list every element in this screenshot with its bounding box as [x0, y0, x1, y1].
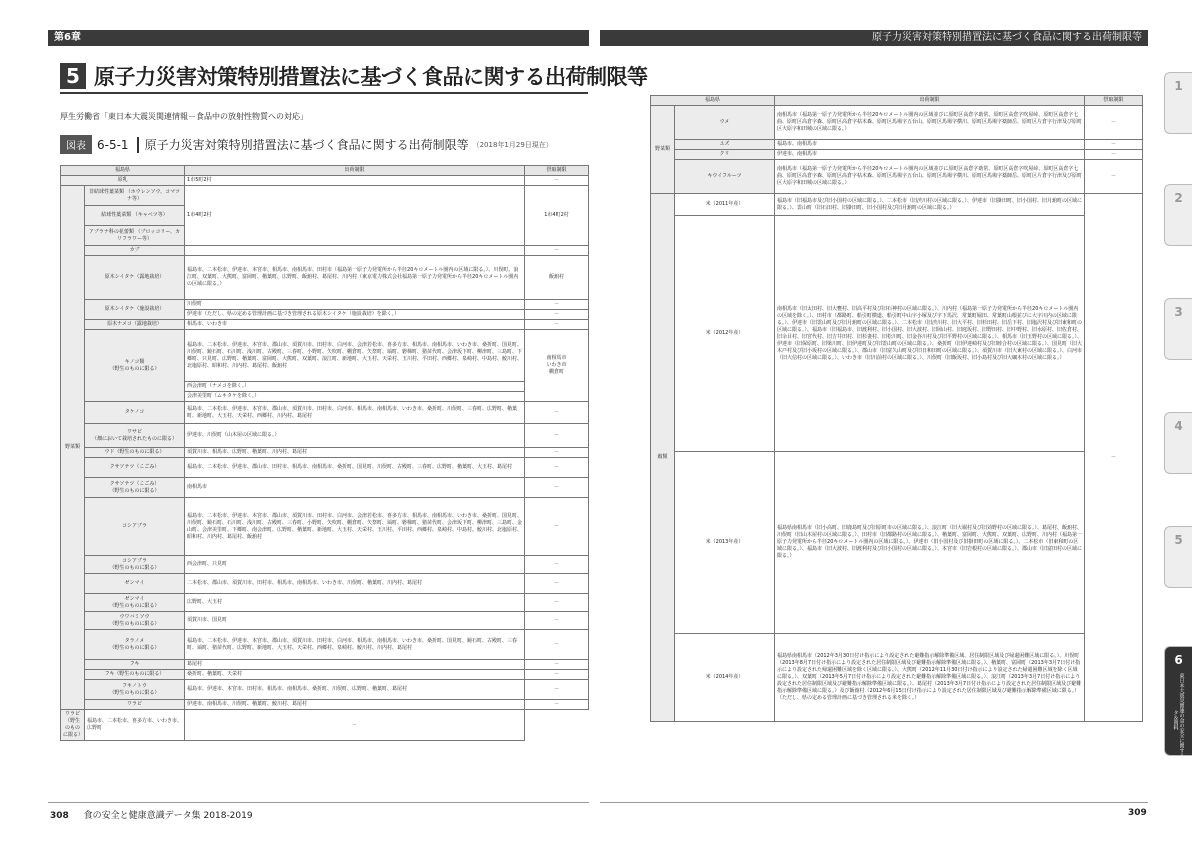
table-row — [61, 574, 589, 594]
row-restriction: 広野町、大玉村 — [185, 594, 525, 612]
row-restriction: 伊達市、南相馬市 — [775, 150, 1085, 160]
row-intake: － — [525, 300, 589, 310]
table-row — [61, 176, 589, 186]
table-row — [61, 556, 589, 574]
row-intake: － — [1085, 194, 1143, 722]
table-row — [61, 320, 589, 330]
restriction-table-right — [650, 95, 1143, 722]
table-row — [61, 402, 589, 424]
row-item: フキノトウ （野生のものに限る） — [85, 680, 185, 700]
row-item: コシアブラ — [85, 498, 185, 556]
row-restriction: 会津美里町（ムキタケを除く。） — [185, 392, 525, 402]
table-row — [61, 498, 589, 556]
figure-heading — [60, 135, 553, 154]
row-intake: － — [525, 680, 589, 700]
row-restriction: 福島市、二本松市、伊達市、本宮市、相馬市、南相馬市、田村市（福島第一原子力発電所から半径20キロメートル圏内の区域に限る。）、川俣町、浪江町、双葉町、大熊町、富岡町、楢葉町、広野町、飯舘村、葛尾村、川内村（東京電力株式会社福島第一原子力発電所から半径20キロメートル圏内の区域に限る。） — [185, 256, 525, 300]
chapter-label: 第6章 — [54, 32, 81, 43]
table-row — [61, 700, 589, 710]
table-row — [61, 478, 589, 498]
table-row — [61, 246, 589, 256]
running-title-bar — [600, 30, 1148, 46]
chapter-tab-6[interactable]: 6 東日本大震災関連の食の安全に関するデータ＆資料 — [1164, 646, 1192, 756]
row-intake: － — [525, 402, 589, 424]
row-restriction: 福島市、二本松市、伊達市、本宮市、郡山市、須賀川市、田村市、白河市、相馬市、南相馬市、いわき市、桑折町、国見町、鏡石町、古殿町、三春町、塙町、猪苗代町、広野町、新地町、大玉村、天栄村、西郷村、泉崎村、鮫川村、川内村、葛尾村 — [185, 630, 525, 660]
table-row — [651, 194, 1143, 216]
row-item: 結球性葉菜類 （キャベツ等） — [85, 206, 185, 226]
row-intake: － — [525, 478, 589, 498]
running-title: 原子力災害対策特別措置法に基づく食品に関する出荷制限等 — [872, 32, 1142, 43]
row-intake: － — [525, 670, 589, 680]
table-row — [651, 160, 1143, 194]
row-item: ゼンマイ — [85, 574, 185, 594]
row-item: クリ — [675, 150, 775, 160]
row-restriction: 桑折町、楢葉町、天栄村 — [185, 670, 525, 680]
table-row — [651, 452, 1143, 634]
row-intake: 飯舘村 — [525, 256, 589, 300]
source-note: 厚生労働省「東日本大震災関連情報－食品中の放射性物質への対応」 — [60, 112, 308, 121]
chapter-tab-1[interactable]: 1 — [1164, 72, 1192, 134]
category-veg: 野菜類 — [651, 106, 675, 194]
row-intake: － — [525, 246, 589, 256]
table-row — [61, 612, 589, 630]
row-intake: － — [185, 710, 525, 741]
row-restriction: 西会津町（ナメコを除く。） — [185, 382, 525, 392]
header-pref: 福島県 — [651, 96, 775, 106]
footer-rule-left — [48, 802, 589, 803]
row-intake: － — [525, 612, 589, 630]
row-restriction: 福島市、二本松市、喜多方市、いわき市、広野町 — [85, 710, 185, 741]
table-row — [61, 630, 589, 660]
row-restriction: 福島県南相馬市（2012年3月30日付け指示により設定された避難指示解除準備区域、居住制限区域及び帰還困難区域に限る。）、川俣町（2013年8月7日付け指示により設定された居住制限区域及び避難指示解除準備区域に限る。）、楢葉町、富岡町（2013年3月7日付け指示により設定された帰還困難区域を除く区域に限る。）、大熊町（2012年11月30日付け指示により設定された帰還困難区域を除く区域に限る。）、双葉町（2013年5月7日付け指示により設定された避難指示解除準備区域に限る。）、浪江町（2013年3月7日付け指示により設定された居住制限区域及び避難指示解除準備区域に限る。）、葛尾村（2013年3月7日付け指示により設定された居住制限区域及び避難指示解除準備区域に限る。）及び飯舘村（2012年6月15日付け指示により設定された居住制限区域及び避難指示解除準備区域に限る。）（ただし、県の定める管理計画に基づき管理される米を除く。） — [775, 634, 1085, 722]
page-number-right: 309 — [1128, 808, 1147, 818]
row-item: 米（2013年産） — [675, 452, 775, 634]
row-intake: － — [1085, 150, 1143, 160]
row-item: 米（2012年産） — [675, 216, 775, 452]
table-row — [61, 458, 589, 478]
table-row — [651, 150, 1143, 160]
row-restriction: 伊達市（ただし、県の定める管理計画に基づき管理される原木シイタケ（施設栽培）を除く。） — [185, 310, 525, 320]
row-intake: － — [525, 176, 589, 186]
row-restriction: 南相馬市 — [185, 478, 525, 498]
row-item: クサソテツ（こごみ） — [85, 458, 185, 478]
section-title: 原子力災害対策特別措置法に基づく食品に関する出荷制限等 — [94, 65, 648, 89]
table-row — [61, 710, 589, 741]
row-intake: － — [525, 424, 589, 448]
row-intake: － — [525, 700, 589, 710]
table-row — [651, 216, 1143, 452]
category-grain: 穀類 — [651, 194, 675, 722]
row-item: フキ（野生のものに限る） — [85, 670, 185, 680]
header-restriction: 出荷制限 — [775, 96, 1085, 106]
row-restriction: 伊達市、南相馬市、川俣町、楢葉町、鮫川村、葛尾村 — [185, 700, 525, 710]
row-item: ワラビ — [85, 700, 185, 710]
row-intake: － — [525, 556, 589, 574]
row-item: ウワバミソウ （野生のものに限る） — [85, 612, 185, 630]
row-restriction: 福島県南相馬市（旧小高町、旧鹿島町及び旧原町市の区域に限る。）、浪江町（旧大堀村及び旧苅野村の区域に限る。）、葛尾村、飯舘村、川俣町（旧山木屋村の区域に限る。）、田村市（旧都路村の区域に限る。）、楢葉町、富岡町、大熊町、双葉町、広野町、川内村（福島第一原子力発電所から半径20キロメートル圏内の区域に限る。）、伊達市（旧小国村及び旧掛田町の区域に限る。）、二本松市（旧東和町の区域に限る。）、福島市（旧大波村、旧渡利村及び旧小国村の区域に限る。）、本宮市（旧岩根村の区域に限る。）、郡山市（旧富田村の区域に限る。） — [775, 452, 1085, 634]
row-intake: － — [1085, 140, 1143, 150]
row-restriction: 福島市、南相馬市 — [775, 140, 1085, 150]
row-intake: － — [525, 574, 589, 594]
row-item: クサソテツ（こごみ） （野生のものに限る） — [85, 478, 185, 498]
row-item: ワラビ（野生のものに限る） — [61, 710, 85, 741]
row-item: タラノメ （野生のものに限る） — [85, 630, 185, 660]
table-row — [61, 300, 589, 310]
chapter-bar — [48, 30, 589, 46]
row-restriction: 葛尾村 — [185, 660, 525, 670]
row-item: コシアブラ （野生のものに限る） — [85, 556, 185, 574]
table-row — [61, 330, 589, 382]
table-row — [61, 670, 589, 680]
row-intake: 1市4町2村 — [525, 186, 589, 246]
row-item: キウイフルーツ — [675, 160, 775, 194]
footer-left — [50, 808, 253, 821]
active-tab-label: 東日本大震災関連の食の安全に関するデータ＆資料 — [1172, 672, 1185, 768]
figure-divider — [137, 137, 139, 153]
chapter-tab-5[interactable]: 5 — [1164, 526, 1192, 588]
row-item: ゼンマイ （野生のものに限る） — [85, 594, 185, 612]
row-restriction: 二本松市、郡山市、須賀川市、田村市、相馬市、南相馬市、いわき市、川俣町、楢葉町、川内村、葛尾村 — [185, 574, 525, 594]
table-header-row — [651, 96, 1143, 106]
chapter-tab-4[interactable]: 4 — [1164, 412, 1192, 474]
row-restriction: 福島市、二本松市、伊達市、本宮市、郡山市、須賀川市、田村市、白河市、会津若松市、喜多方市、相馬市、南相馬市、いわき市、桑折町、国見町、川俣町、鏡石町、石川町、浅川町、古殿町、三春町、小野町、矢吹町、棚倉町、矢祭町、塙町、磐梯町、猪苗代町、会津坂下町、柳津町、三島町、下郷町、只見町、広野町、楢葉町、富岡町、大熊町、双葉町、浪江町、新地町、大玉村、天栄村、玉川村、平田村、西郷村、泉崎村、中島村、鮫川村、北塩原村、昭和村、川内村、葛尾村、飯舘村 — [185, 330, 525, 382]
figure-title: 原子力災害対策特別措置法に基づく食品に関する出荷制限等 — [144, 138, 469, 152]
row-restriction: 川俣町 — [185, 300, 525, 310]
row-restriction: 須賀川市、相馬市、広野町、楢葉町、川内村、葛尾村 — [185, 448, 525, 458]
row-restriction: 伊達市、川俣町（山木屋の区域に限る。） — [185, 424, 525, 448]
page-number-left: 308 — [50, 811, 69, 821]
row-item: ワサビ （畑において栽培されたものに限る） — [85, 424, 185, 448]
row-intake: － — [525, 594, 589, 612]
table-row — [61, 256, 589, 300]
chapter-tab-2[interactable]: 2 — [1164, 184, 1192, 246]
row-item: 原木シイタケ（施設栽培） — [85, 300, 185, 320]
row-restriction: 南相馬市（旧太田村、旧大甕村、旧高平村及び旧石神村の区域に限る。）、川内村（福島第一原子力発電所から半径20キロメートル圏内の区域を除く。）、田村市（都路町、船引町横道、船引町中山字小塚及び字下馬沢、常葉町堀田、常葉町山根並びに大字川内の区域に限る。）、伊達市（旧霊山町及び旧月舘町の区域に限る。）、二本松市（旧渋川村、旧大平村、旧杉田村、旧岳下村、旧塩沢村及び旧東和町の区域に限る。）、福島市（旧福島市、旧渡利村、旧小国村、旧大波村、旧岡山村、旧庭坂村、旧野田村、旧中野村、旧水原村、旧佐倉村、旧余目村、旧宮代村、旧吉井田村、旧杉妻村、旧松川町、旧金谷川村及び旧平野村の区域に限る。）、相馬市（旧玉野村の区域に限る。）、伊達市（旧保原町、旧梁川町、旧伊達町及び旧霊山町の区域に限る。）、桑折町（旧伊達崎村及び旧睦合村の区域に限る。）、国見町（旧大木戸村及び旧小坂村の区域に限る。）、郡山市（旧富久山町及び旧日和田町の区域に限る。）、須賀川市（旧大東村の区域に限る。）、白河市（旧大信村の区域に限る。）、いわき市（旧川前村の区域に限る。）、川俣町（旧飯坂村、旧小島村及び旧大綱木村の区域に限る。） — [775, 216, 1085, 452]
table-row — [61, 448, 589, 458]
row-item: ユズ — [675, 140, 775, 150]
section-heading — [60, 61, 648, 91]
row-intake: － — [525, 458, 589, 478]
row-intake: － — [525, 498, 589, 556]
row-intake: 南相馬市 いわき市 棚倉町 — [525, 330, 589, 402]
restriction-table-left — [60, 165, 589, 741]
figure-badge: 図表 — [60, 135, 92, 154]
table-row — [651, 140, 1143, 150]
row-restriction — [185, 246, 525, 256]
row-restriction: 福島市、二本松市、伊達市、本宮市、郡山市、須賀川市、田村市、白河市、会津若松市、喜多方市、相馬市、南相馬市、いわき市、桑折町、国見町、川俣町、鏡石町、石川町、浅川町、古殿町、三春町、小野町、矢吹町、棚倉町、矢祭町、塙町、磐梯町、猪苗代町、会津坂下町、柳津町、三島町、金山町、会津美里町、下郷町、南会津町、広野町、楢葉町、新地町、大玉村、天栄村、玉川村、平田村、西郷村、泉崎村、中島村、鮫川村、北塩原村、昭和村、川内村、葛尾村、飯舘村 — [185, 498, 525, 556]
row-intake: － — [1085, 160, 1143, 194]
row-intake: － — [1085, 106, 1143, 140]
table-row — [651, 106, 1143, 140]
table-row — [61, 594, 589, 612]
row-item: ウド（野生のものに限る） — [85, 448, 185, 458]
table-row — [61, 424, 589, 448]
chapter-tab-3[interactable]: 3 — [1164, 298, 1192, 360]
table-row — [651, 634, 1143, 722]
row-item: ウメ — [675, 106, 775, 140]
row-restriction: 相馬市、いわき市 — [185, 320, 525, 330]
row-restriction: 西会津町、只見町 — [185, 556, 525, 574]
category-veg: 野菜類 — [61, 186, 85, 710]
row-intake: － — [525, 310, 589, 320]
figure-date: （2018年1月29日現在） — [472, 140, 553, 149]
row-intake: － — [525, 630, 589, 660]
row-intake: － — [525, 660, 589, 670]
table-row — [61, 680, 589, 700]
row-item: 原木シイタケ（露地栽培） — [85, 256, 185, 300]
row-restriction: 福島市（旧福島市及び旧小国村の区域に限る。）、二本松市（旧渋川村の区域に限る。）、伊達市（旧掛田町、旧小国村、旧月舘町の区域に限る。）、霊山町（旧石田村、旧掛田町、旧小国村及び旧月舘町の区域に限る。） — [775, 194, 1085, 216]
row-restriction: 南相馬市（福島第一原子力発電所から半径20キロメートル圏内の区域並びに原町区高倉字助常、原町区高倉字吹屋峠、原町区高倉字七曲、原町区高倉字森、原町区高倉字枯木森、原町区馬場字五台山、原町区馬場字横川、原町区馬場字薬師岳、原町区片倉字行津及び原町区大原字和田城の区域に限る。） — [775, 160, 1085, 194]
table-row — [61, 186, 589, 206]
row-item: フキ — [85, 660, 185, 670]
row-restriction: 南相馬市（福島第一原子力発電所から半径20キロメートル圏内の区域並びに原町区高倉字助常、原町区高倉字吹屋峠、原町区高倉字七曲、原町区高倉字森、原町区高倉字枯木森、原町区馬場字五台山、原町区馬場字横川、原町区馬場字薬師岳、原町区片倉字行津及び原町区大原字和田城の区域に限る。） — [775, 106, 1085, 140]
header-pref: 福島県 — [61, 166, 185, 176]
heading-rule — [60, 92, 588, 94]
row-restriction: 福島市、二本松市、伊達市、本宮市、郡山市、須賀川市、田村市、白河市、相馬市、南相馬市、いわき市、桑折町、川俣町、三春町、広野町、楢葉町、新地町、大玉村、天栄村、西郷村、川内村、葛尾村 — [185, 402, 525, 424]
row-item: 非結球性葉菜類 （ホウレンソウ、コマツナ等） — [85, 186, 185, 206]
header-restriction: 出荷制限 — [185, 166, 525, 176]
row-item: キノコ類 （野生のものに限る） — [85, 330, 185, 402]
section-number: 5 — [60, 63, 86, 89]
header-intake: 摂取制限 — [525, 166, 589, 176]
header-intake: 摂取制限 — [1085, 96, 1143, 106]
row-item: 米（2011年産） — [675, 194, 775, 216]
row-restriction: 福島市、伊達市、本宮市、田村市、相馬市、南相馬市、桑折町、川俣町、広野町、楢葉町、葛尾村 — [185, 680, 525, 700]
row-item: 米（2014年産） — [675, 634, 775, 722]
table-row — [61, 660, 589, 670]
row-item: 原木ナメコ（露地栽培） — [85, 320, 185, 330]
footer-rule-right — [600, 802, 1148, 803]
row-restriction: 福島市、二本松市、伊達市、郡山市、田村市、相馬市、南相馬市、桑折町、国見町、川俣町、古殿町、三春町、広野町、楢葉町、大玉村、葛尾村 — [185, 458, 525, 478]
row-item: 原乳 — [61, 176, 185, 186]
row-item: アブラナ科の花蕾類 （ブロッコリー、カリフラワー等） — [85, 226, 185, 246]
figure-number: 6-5-1 — [97, 137, 129, 152]
row-intake: － — [525, 448, 589, 458]
book-title: 食の安全と健康意識データ集 2018-2019 — [83, 811, 253, 821]
row-intake: － — [525, 320, 589, 330]
row-restriction: 須賀川市、国見町 — [185, 612, 525, 630]
row-restriction: 1市4町2村 — [185, 186, 525, 246]
row-restriction: 1市5町2村 — [185, 176, 525, 186]
row-item: カブ — [85, 246, 185, 256]
row-item: タケノコ — [85, 402, 185, 424]
table-header-row — [61, 166, 589, 176]
